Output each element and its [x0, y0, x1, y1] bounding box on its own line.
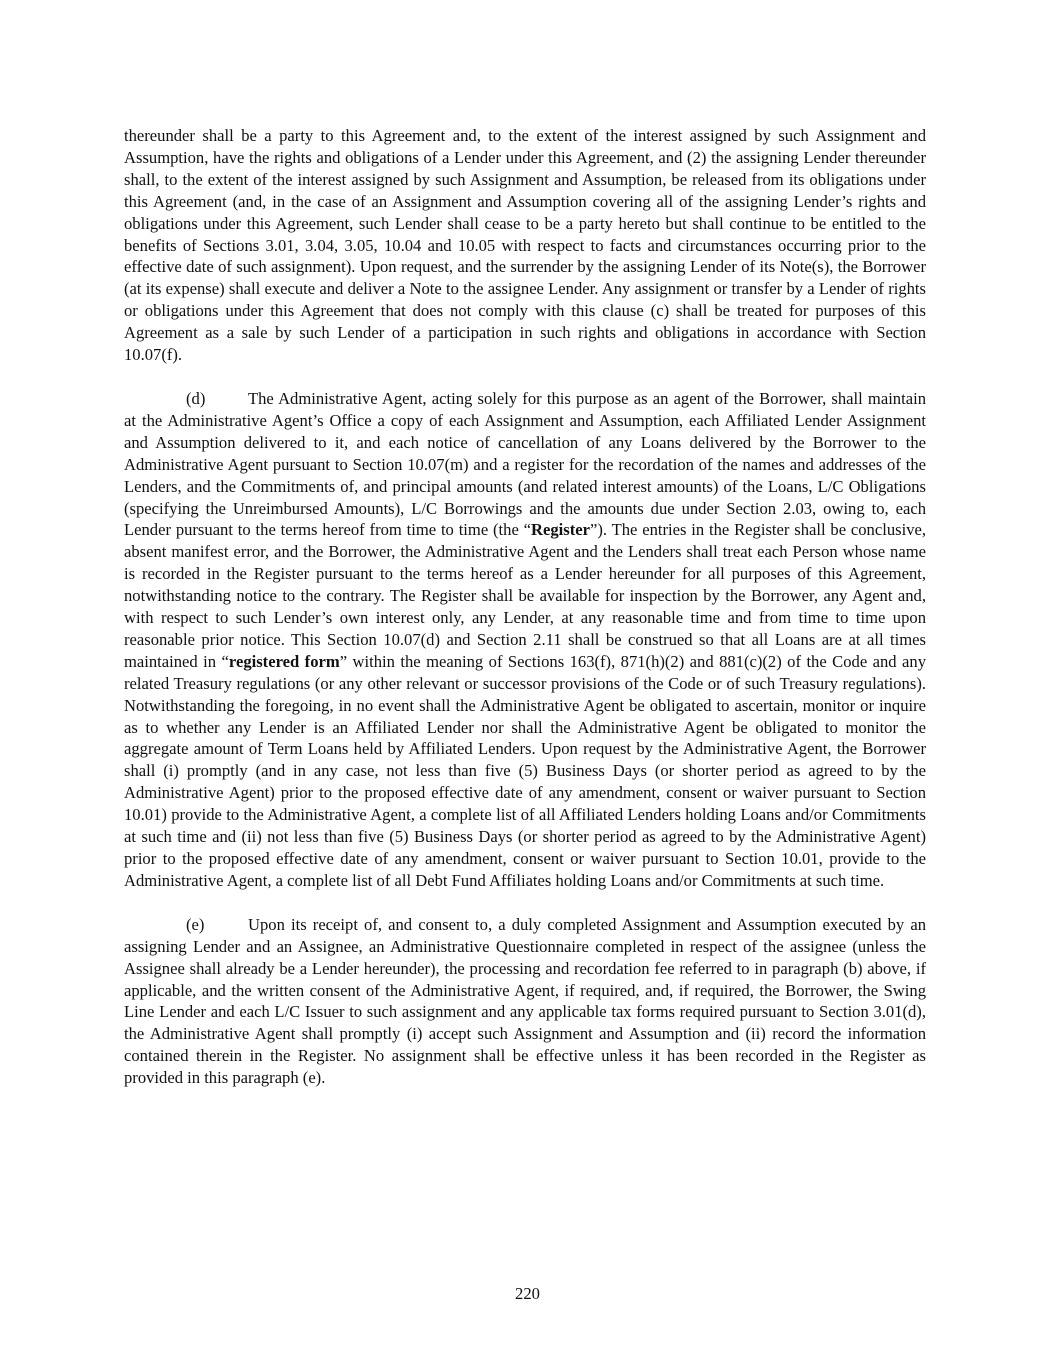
paragraph-e-label: (e) [186, 914, 205, 934]
paragraph-c-continued [124, 125, 926, 366]
paragraph-d [124, 388, 926, 892]
paragraph-d-label: (d) [186, 388, 206, 408]
document-body [124, 125, 926, 1089]
defined-term-register: Register [531, 520, 590, 540]
paragraph-d-text-part2: ”). The entries in the Register shall be conclusive, absent manifest error, and the Borrower, the Administrative Agent and the Lenders shall treat each Person whose name is recorded in the Register pursuant to the terms hereof as a Lender hereunder for all purposes of this Agreement, notwithstanding notice to the contrary. The Register shall be available for inspection by the Borrower, any Agent and, with respect to such Lender’s own interest only, any Lender, at any reasonable time and from time to time upon reasonable prior notice. This Section 10.07(d) and Section 2.11 shall be construed so that all Loans are at all times maintained in “ [124, 520, 927, 671]
paragraph-e-text: Upon its receipt of, and consent to, a duly completed Assignment and Assumption executed by an assigning Lender and an Assignee, an Administrative Questionnaire completed in respect of the assignee (unless the Assignee shall already be a Lender hereunder), the processing and recordation fee referred to in paragraph (b) above, if applicable, and the written consent of the Administrative Agent, if required, and, if required, the Borrower, the Swing Line Lender and each L/C Issuer to such assignment and any applicable tax forms required pursuant to Section 3.01(d), the Administrative Agent shall promptly (i) accept such Assignment and Assumption and (ii) record the information contained therein in the Register. No assignment shall be effective unless it has been recorded in the Register as provided in this paragraph (e). [124, 914, 926, 1088]
paragraph-e [124, 914, 926, 1089]
paragraph-d-text-part1: The Administrative Agent, acting solely for this purpose as an agent of the Borrower, shall maintain at the Administrative Agent’s Office a copy of each Assignment and Assumption, each Affiliated Lender Assignment and Assumption delivered to it, and each notice of cancellation of any Loans delivered by the Borrower to the Administrative Agent pursuant to Section 10.07(m) and a register for the recordation of the names and addresses of the Lenders, and the Commitments of, and principal amounts (and related interest amounts) of the Loans, L/C Obligations (specifying the Unreimbursed Amounts), L/C Borrowings and the amounts due under Section 2.03, owing to, each Lender pursuant to the terms hereof from time to time (the “ [124, 388, 926, 540]
paragraph-d-text-part3: ” within the meaning of Sections 163(f), 871(h)(2) and 881(c)(2) of the Code and any related Treasury regulations (or any other relevant or successor provisions of the Code or of such Treasury regulations). Notwithstanding the foregoing, in no event shall the Administrative Agent be obligated to ascertain, monitor or inquire as to whether any Lender is an Affiliated Lender nor shall the Administrative Agent be obligated to monitor the aggregate amount of Term Loans held by Affiliated Lenders. Upon request by the Administrative Agent, the Borrower shall (i) promptly (and in any case, not less than five (5) Business Days (or shorter period as agreed to by the Administrative Agent) prior to the proposed effective date of any amendment, consent or waiver pursuant to Section 10.01) provide to the Administrative Agent, a complete list of all Affiliated Lenders holding Loans and/or Commitments at such time and (ii) not less than five (5) Business Days (or shorter period as agreed to by the Administrative Agent) prior to the proposed effective date of any amendment, consent or waiver pursuant to Section 10.01, provide to the Administrative Agent, a complete list of all Debt Fund Affiliates holding Loans and/or Commitments at such time. [124, 651, 926, 890]
defined-term-registered-form: registered form [228, 651, 340, 671]
page-number: 220 [515, 1284, 540, 1303]
paragraph-c-text: thereunder shall be a party to this Agreement and, to the extent of the interest assigned by such Assignment and Assumption, have the rights and obligations of a Lender under this Agreement, and (2) the assigning Lender thereunder shall, to the extent of the interest assigned by such Assignment and Assumption, be released from its obligations under this Agreement (and, in the case of an Assignment and Assumption covering all of the assigning Lender’s rights and obligations under this Agreement, such Lender shall cease to be a party hereto but shall continue to be entitled to the benefits of Sections 3.01, 3.04, 3.05, 10.04 and 10.05 with respect to facts and circumstances occurring prior to the effective date of such assignment). Upon request, and the surrender by the assigning Lender of its Note(s), the Borrower (at its expense) shall execute and deliver a Note to the assignee Lender. Any assignment or transfer by a Lender of rights or obligations under this Agreement that does not comply with this clause (c) shall be treated for purposes of this Agreement as a sale by such Lender of a participation in such rights and obligations in accordance with Section 10.07(f). [124, 126, 926, 365]
